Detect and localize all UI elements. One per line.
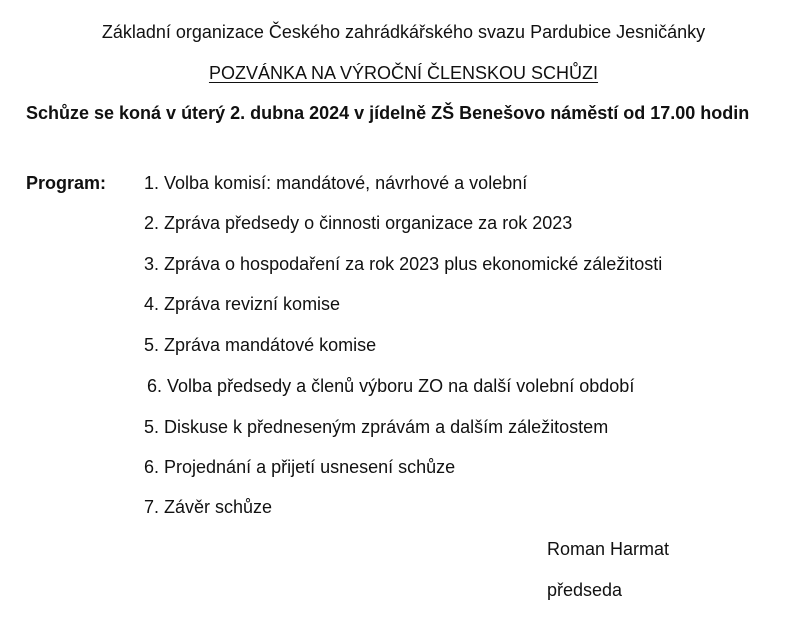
program-item-3: 3. Zpráva o hospodaření za rok 2023 plus ekonomické záležitosti xyxy=(144,254,663,274)
program-item-9: 7. Závěr schůze xyxy=(144,497,273,517)
signature-name: Roman Harmat xyxy=(547,539,670,559)
organization-name: Základní organizace Českého zahrádkářského svazu Pardubice Jesničánky xyxy=(101,22,706,42)
program-label: Program: xyxy=(26,173,107,193)
program-item-6: 6. Volba předsedy a členů výboru ZO na další volební období xyxy=(147,376,635,396)
invitation-title xyxy=(0,61,807,85)
invitation-title-text: POZVÁNKA NA VÝROČNÍ ČLENSKOU SCHŮZI xyxy=(208,63,599,83)
program-item-7: 5. Diskuse k předneseným zprávám a dalším záležitostem xyxy=(144,417,609,437)
meeting-info: Schůze se koná v úterý 2. dubna 2024 v jídelně ZŠ Benešovo náměstí od 17.00 hodin xyxy=(26,103,750,123)
program-item-2: 2. Zpráva předsedy o činnosti organizace za rok 2023 xyxy=(144,213,573,233)
program-item-1: 1. Volba komisí: mandátové, návrhové a volební xyxy=(144,173,528,193)
program-item-4: 4. Zpráva revizní komise xyxy=(144,294,341,314)
program-item-5: 5. Zpráva mandátové komise xyxy=(144,335,377,355)
program-item-8: 6. Projednání a přijetí usnesení schůze xyxy=(144,457,456,477)
signature-role: předseda xyxy=(547,580,623,600)
